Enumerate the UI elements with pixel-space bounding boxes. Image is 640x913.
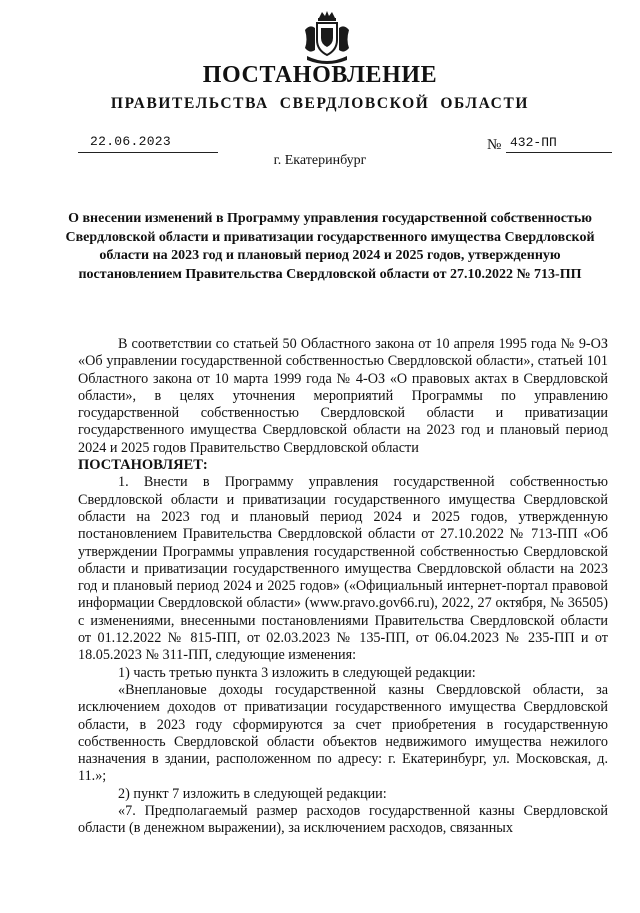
- document-type-title: ПОСТАНОВЛЕНИЕ: [202, 62, 438, 88]
- subitem-2-paragraph: 2) пункт 7 изложить в следующей редакции:: [118, 785, 387, 802]
- document-body: [78, 336, 608, 838]
- quote-2-paragraph: «7. Предполагаемый размер расходов государственной казны Свердловской области (в денежном выражении), за исключением расходов, связанных: [78, 803, 608, 837]
- document-date: 22.06.2023: [90, 134, 172, 149]
- number-sign: №: [487, 137, 502, 153]
- city-label: г. Екатеринбург: [273, 153, 367, 168]
- issuer-title: ПРАВИТЕЛЬСТВА СВЕРДЛОВСКОЙ ОБЛАСТИ: [110, 95, 530, 112]
- document-number: 432-ПП: [510, 135, 557, 150]
- resolves-label: ПОСТАНОВЛЯЕТ:: [78, 457, 208, 474]
- subitem-1-paragraph: 1) часть третью пункта 3 изложить в следующей редакции:: [118, 664, 476, 681]
- coat-of-arms-emblem: [302, 10, 352, 66]
- intro-paragraph: В соответствии со статьей 50 Областного закона от 10 апреля 1995 года № 9-ОЗ «Об управлении государственной собственностью Свердловской области», статьей 101 Областного закона от 10 марта 1999 года № 4-ОЗ «О правовых актах в Свердловской области», в целях уточнения мероприятий Программы по управлению государственной собственностью Свердловской области и приватизации государственного имущества Свердловской области на 2023 год и плановый период 2024 и 2025 годов Правительство Свердловской области: [78, 336, 608, 456]
- item-1-paragraph: 1. Внести в Программу управления государственной собственностью Свердловской области и приватизации государственного имущества Свердловской области на 2023 год и плановый период 2024 и 2025 годов, утвержденную постановлением Правительства Свердловской области от 27.10.2022 № 713-ПП «Об утверждении Программы управления государственной собственностью Свердловской области и приватизации государственного имущества Свердловской области на 2023 год и плановый период 2024 и 2025 годов» («Официальный интернет-портал правовой информации Свердловской области» (www.pravo.gov66.ru), 2022, 27 октября, № 36505) с изменениями, внесенными постановлениями Правительства Свердловской области от 01.12.2022 № 815-ПП, от 02.03.2023 № 135-ПП, от 06.04.2023 № 235-ПП и от 18.05.2023 № 311-ПП, следующие изменения:: [78, 474, 608, 664]
- document-heading: О внесении изменений в Программу управления государственной собственностью Свердловской области и приватизации государственного имущества Свердловской области на 2023 год и плановый период 2024 и 2025 годов, утвержденную постановлением Правительства Свердловской области от 27.10.2022 № 713-ПП: [65, 211, 595, 282]
- quote-1-paragraph: «Внеплановые доходы государственной казны Свердловской области, за исключением доходов от приватизации государственного имущества Свердловской области, в 2023 году сформируются за счет приобретения в государственную собственность Свердловской области объектов недвижимого имущества нежилого назначения в здании, расположенном по адресу: г. Екатеринбург, ул. Московская, д. 11.»;: [78, 681, 608, 785]
